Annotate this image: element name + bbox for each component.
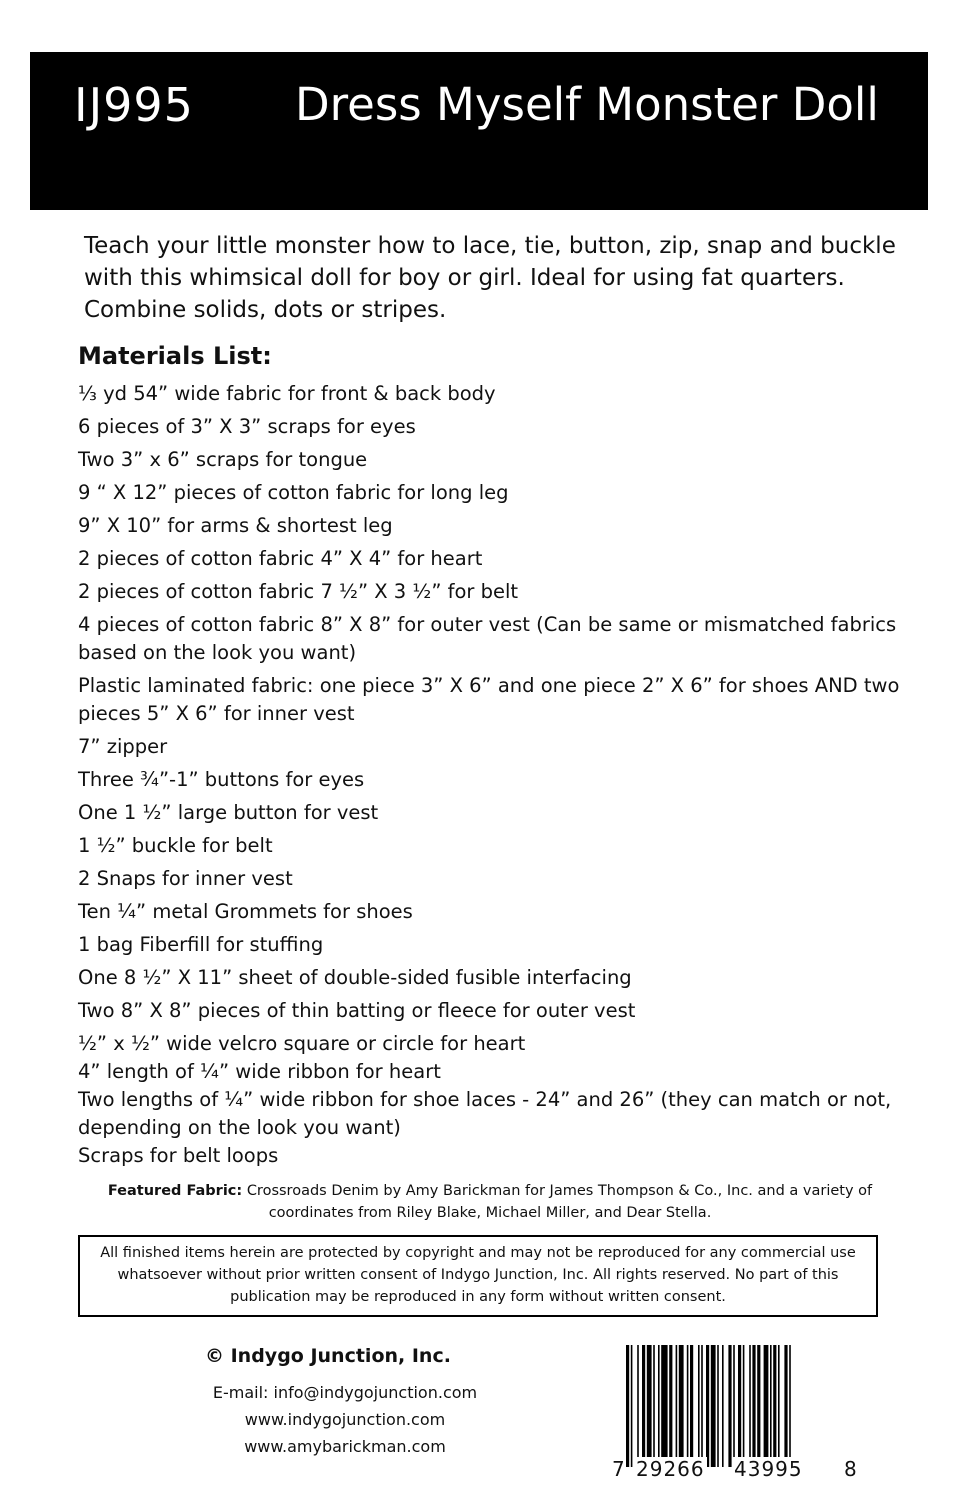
barcode-bar xyxy=(764,1345,769,1467)
barcode xyxy=(612,1345,858,1487)
barcode-bar xyxy=(669,1345,672,1467)
list-item: ⅓ yd 54” wide fabric for front & back body xyxy=(78,382,496,405)
company-name: © Indygo Junction, Inc. xyxy=(205,1345,451,1367)
list-item: Ten ¼” metal Grommets for shoes xyxy=(78,900,413,923)
barcode-bar xyxy=(749,1345,751,1467)
barcode-bar xyxy=(770,1345,772,1467)
list-item: Three ¾”-1” buttons for eyes xyxy=(78,768,365,791)
barcode-bar xyxy=(743,1345,745,1467)
barcode-bar xyxy=(773,1345,776,1467)
materials-list xyxy=(78,380,938,1170)
list-item: One 8 ½” X 11” sheet of double-sided fusible interfacing xyxy=(78,966,632,989)
list-item: 2 pieces of cotton fabric 4” X 4” for heart xyxy=(78,547,483,570)
list-item: 9” X 10” for arms & shortest leg xyxy=(78,514,393,537)
barcode-bar xyxy=(690,1345,693,1467)
featured-fabric-text: Crossroads Denim by Amy Barickman for James Thompson & Co., Inc. and a variety of coordinates from Riley Blake, Michael Miller, and Dear Stella. xyxy=(246,1183,873,1221)
barcode-bar xyxy=(701,1345,703,1467)
barcode-bar xyxy=(728,1345,731,1467)
pattern-code: IJ995 xyxy=(74,78,194,132)
list-item: 1 bag Fiberfill for stuffing xyxy=(78,933,324,956)
barcode-bar xyxy=(752,1345,755,1467)
barcode-bar xyxy=(676,1345,678,1467)
list-item: 7” zipper xyxy=(78,735,168,758)
barcode-bar xyxy=(698,1345,700,1467)
website-link: www.indygojunction.com xyxy=(244,1410,446,1429)
list-item: 4” length of ¼” wide ribbon for heart xyxy=(78,1060,441,1083)
list-item: 4 pieces of cotton fabric 8” X 8” for outer vest (Can be same or mismatched fabrics based on the look you want) xyxy=(78,613,897,664)
list-item: 2 Snaps for inner vest xyxy=(78,867,293,890)
list-item: Scraps for belt loops xyxy=(78,1144,279,1167)
barcode-bar xyxy=(738,1345,741,1467)
barcode-bar xyxy=(653,1345,655,1467)
barcode-bar xyxy=(733,1345,735,1467)
barcode-bar xyxy=(661,1345,667,1467)
barcode-bar xyxy=(717,1345,719,1467)
barcode-bar xyxy=(631,1345,633,1467)
barcode-bar xyxy=(658,1345,660,1467)
barcode-first-digit: 7 xyxy=(612,1457,625,1481)
email-text: E-mail: info@indygojunction.com xyxy=(212,1383,478,1402)
copyright-notice: All finished items herein are protected by copyright and may not be reproduced for any commercial use whatsoever without prior written consent of Indygo Junction, Inc. All rights reserved. No part of this publication may be reproduced in any form without written consent. xyxy=(78,1235,878,1317)
barcode-bar xyxy=(706,1345,709,1467)
barcode-bar xyxy=(626,1345,629,1467)
barcode-bar xyxy=(784,1345,787,1467)
barcode-bar xyxy=(711,1345,716,1467)
website-link: www.amybarickman.com xyxy=(244,1437,446,1456)
list-item: Plastic laminated fabric: one piece 3” X 6” and one piece 2” X 6” for shoes AND two pieces 5” X 6” for inner vest xyxy=(78,674,900,725)
intro-paragraph: Teach your little monster how to lace, tie, button, zip, snap and buckle with this whimsical doll for boy or girl. Ideal for using fat quarters. Combine solids, dots or stripes. xyxy=(84,233,896,323)
barcode-bar xyxy=(722,1345,724,1467)
barcode-digits xyxy=(612,1457,858,1485)
pattern-title: Dress Myself Monster Doll xyxy=(295,78,879,131)
barcode-check-digit: 8 xyxy=(844,1457,857,1481)
barcode-bar xyxy=(789,1345,791,1467)
barcode-bar xyxy=(778,1345,780,1467)
featured-fabric xyxy=(90,1180,890,1224)
list-item: Two 3” x 6” scraps for tongue xyxy=(78,448,368,471)
materials-heading: Materials List: xyxy=(78,342,272,370)
featured-fabric-label: Featured Fabric: xyxy=(107,1183,243,1199)
list-item: One 1 ½” large button for vest xyxy=(78,801,379,824)
list-item: 1 ½” buckle for belt xyxy=(78,834,273,857)
list-item: 2 pieces of cotton fabric 7 ½” X 3 ½” for belt xyxy=(78,580,519,603)
list-item: 6 pieces of 3” X 3” scraps for eyes xyxy=(78,415,416,438)
list-item: 9 “ X 12” pieces of cotton fabric for long leg xyxy=(78,481,509,504)
list-item: ½” x ½” wide velcro square or circle for heart xyxy=(78,1032,526,1055)
barcode-left-group: 29266 xyxy=(636,1457,705,1481)
list-item: Two lengths of ¼” wide ribbon for shoe laces - 24” and 26” (they can match or not, depending on the look you want) xyxy=(78,1088,892,1139)
barcode-bar xyxy=(647,1345,652,1467)
barcode-bar xyxy=(757,1345,760,1467)
barcode-bar xyxy=(637,1345,639,1467)
barcode-bar xyxy=(679,1345,684,1467)
list-item: Two 8” X 8” pieces of thin batting or fleece for outer vest xyxy=(78,999,636,1022)
title-banner xyxy=(30,52,928,210)
barcode-right-group: 43995 xyxy=(734,1457,803,1481)
barcode-bar xyxy=(642,1345,645,1467)
barcode-bar xyxy=(687,1345,689,1467)
